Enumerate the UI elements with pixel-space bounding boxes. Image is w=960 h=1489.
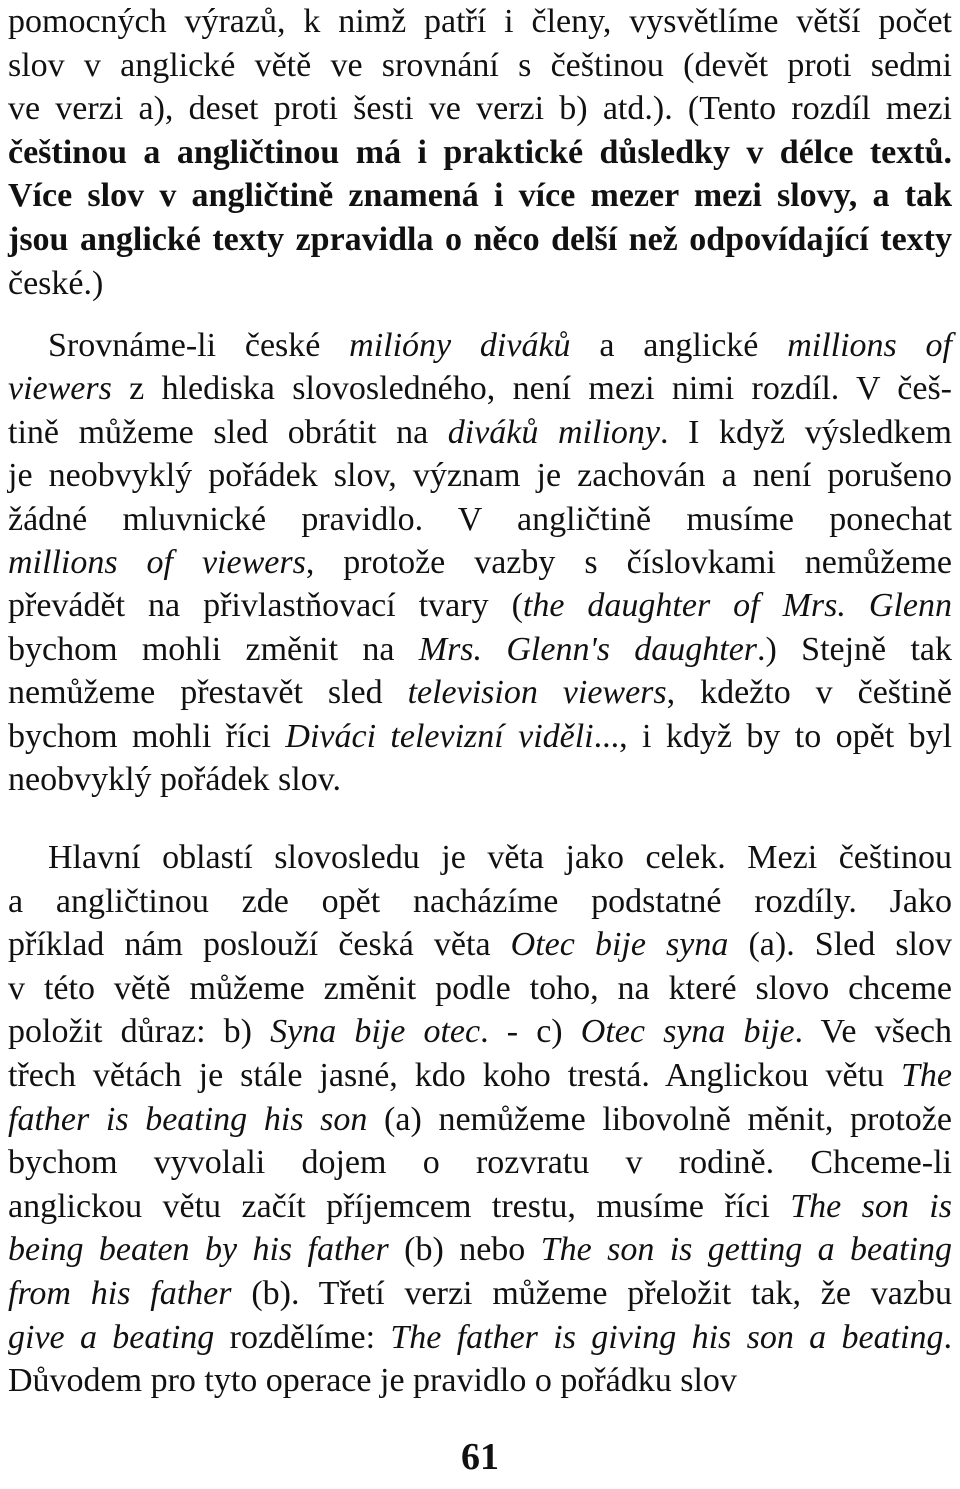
text-line (8, 220, 952, 260)
text-line (8, 46, 952, 86)
text-run: a anglické (570, 327, 788, 364)
text-run: . Ve všech (794, 1013, 952, 1051)
text-run: rozdělíme: (214, 1318, 391, 1356)
text-line (8, 717, 952, 757)
text-line (8, 1012, 952, 1052)
text-run: .) Stejně tak (757, 630, 952, 668)
text-line (8, 543, 952, 583)
text-run: české.) (8, 264, 104, 302)
text-run: pomocných výrazů, k nimž patří i členy, vysvětlíme větší počet (8, 3, 952, 40)
text-line (8, 456, 952, 496)
italic-example-text: Otec bije syna (510, 926, 729, 964)
text-line (8, 413, 952, 453)
text-run: (a) nemůžeme libovolně měnit, protože (367, 1100, 952, 1138)
text-run: příklad nám poslouží česká věta (8, 926, 511, 964)
text-run: převádět na přivlastňovací tvary ( (8, 587, 523, 625)
text-run: neobvyklý pořádek slov. (8, 761, 342, 798)
text-run: bychom vyvolali dojem o rozvratu v rodině. Chceme-li (8, 1144, 952, 1182)
text-line (8, 673, 952, 713)
text-run: ve verzi a), deset proti šesti ve verzi b) atd.). (Tento rozdíl mezi (8, 90, 952, 128)
text-run: (a). Sled slov (728, 926, 952, 964)
text-line (8, 586, 952, 626)
text-run: . - c) (480, 1013, 581, 1051)
text-run: (b) nebo (388, 1231, 541, 1269)
text-line (8, 264, 952, 304)
italic-example-text: millions of viewers (8, 544, 306, 581)
text-line (8, 89, 952, 129)
text-run: a angličtinou zde opět nacházíme podstatné rozdíly. Jako (8, 882, 952, 920)
text-run: Více slov v angličtině znamená i více mezer mezi slovy, a tak (8, 177, 952, 215)
text-line (8, 1100, 952, 1140)
text-run: bychom mohli změnit na (8, 630, 419, 668)
text-line (8, 1143, 952, 1183)
page-number: 61 (461, 1436, 499, 1478)
italic-example-text: from his father (8, 1275, 232, 1312)
text-run: Důvodem pro tyto operace je pravidlo o pořádku slov (8, 1362, 737, 1400)
text-line (8, 176, 952, 216)
text-run: . I když výsledkem (659, 413, 953, 451)
italic-example-text: the daughter of Mrs. Glenn (522, 587, 952, 625)
italic-example-text: viewers (8, 370, 112, 408)
text-run: . (943, 1318, 952, 1356)
text-line (8, 2, 952, 42)
text-run: bychom mohli říci (8, 717, 286, 755)
text-line (8, 133, 952, 173)
text-run: žádné mluvnické pravidlo. V angličtině musíme ponechat (8, 500, 952, 538)
italic-example-text: Otec syna bije (580, 1013, 795, 1051)
text-line (8, 500, 952, 540)
text-run: Hlavní oblastí slovosledu je věta jako celek. Mezi češtinou (48, 839, 952, 876)
text-line (8, 1056, 952, 1096)
text-line (8, 369, 952, 409)
text-run: , protože vazby s číslovkami nemůžeme (305, 544, 952, 581)
italic-example-text: television viewers (407, 674, 667, 712)
text-run: tině můžeme sled obrátit na (8, 413, 448, 451)
italic-example-text: The son is getting a beating (540, 1231, 952, 1269)
italic-example-text: The son is (790, 1187, 952, 1225)
text-line (8, 1361, 952, 1401)
text-line (8, 760, 952, 800)
italic-example-text: The (901, 1057, 952, 1094)
text-run: je neobvyklý pořádek slov, význam je zachován a není porušeno (8, 457, 952, 495)
text-run: Srovnáme-li české (48, 327, 350, 364)
text-run: v této větě můžeme změnit podle toho, na které slovo chceme (8, 969, 952, 1007)
text-run: slov v anglické větě ve srovnání s češtinou (devět proti sedmi (8, 46, 952, 84)
text-run: třech větách je stále jasné, kdo koho trestá. Anglickou větu (8, 1057, 901, 1094)
text-line (8, 1274, 952, 1314)
text-line (8, 1230, 952, 1270)
text-run: nemůžeme přestavět sled (8, 674, 408, 712)
italic-example-text: Syna bije otec (270, 1013, 481, 1051)
text-run: položit důraz: b) (8, 1013, 271, 1051)
text-run: jsou anglické texty zpravidla o něco delší než odpovídající texty (8, 221, 952, 258)
italic-example-text: Mrs. Glenn's daughter (418, 630, 758, 668)
italic-example-text: milióny diváků (349, 327, 571, 364)
italic-example-text: Diváci televizní viděli (285, 717, 594, 755)
italic-example-text: being beaten by his father (8, 1231, 389, 1269)
text-run: (b). Třetí verzi můžeme přeložit tak, že vazbu (231, 1275, 952, 1312)
text-run: ..., i když by to opět byl (593, 717, 953, 755)
text-line (8, 969, 952, 1009)
text-run: anglickou větu začít příjemcem trestu, musíme říci (8, 1187, 791, 1225)
italic-example-text: father is beating his son (8, 1100, 368, 1138)
text-run: z hlediska slovosledného, není mezi nimi rozdíl. V češ- (111, 370, 952, 408)
text-line (8, 925, 952, 965)
italic-example-text: The father is giving his son a beating (390, 1318, 944, 1356)
italic-example-text: diváků miliony (447, 413, 660, 451)
text-run: češtinou a angličtinou má i praktické důsledky v délce textů. (8, 133, 952, 171)
text-line (48, 326, 952, 366)
text-line (8, 1187, 952, 1227)
text-run: , kdežto v češtině (666, 674, 952, 712)
italic-example-text: millions of (787, 327, 952, 364)
text-line (8, 882, 952, 922)
text-line (8, 1318, 952, 1358)
italic-example-text: give a beating (8, 1318, 215, 1356)
text-line (48, 838, 952, 878)
text-line (8, 630, 952, 670)
